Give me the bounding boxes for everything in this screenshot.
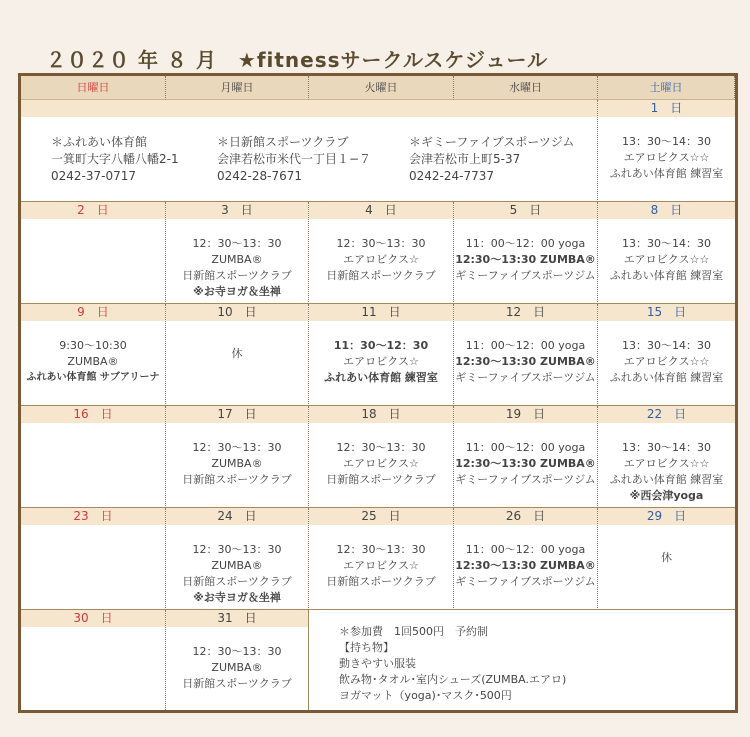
day-cell xyxy=(598,202,735,304)
club-phone: 0242-28-7671 xyxy=(217,169,303,183)
date-bar xyxy=(21,100,597,117)
event-line: 11：00〜12：00 yoga xyxy=(465,339,586,352)
event-line: 休 xyxy=(661,551,672,564)
event-info xyxy=(309,338,453,386)
event-line: エアロビクス☆ xyxy=(343,457,419,470)
event-line: 日新館スポーツクラブ xyxy=(182,677,292,690)
event-info xyxy=(598,440,735,504)
date-label: 4 日 xyxy=(309,202,453,219)
event-info xyxy=(598,550,735,566)
club-info-cell xyxy=(21,100,598,202)
event-line: 日新館スポーツクラブ xyxy=(182,575,292,588)
event-line: 休 xyxy=(231,347,243,360)
event-line: ギミーファイブスポーツジム xyxy=(455,371,596,384)
event-line: 12:30〜13:30 ZUMBA® xyxy=(455,559,596,572)
event-line: 日新館スポーツクラブ xyxy=(326,473,436,486)
event-line: 12：30〜13：30 xyxy=(192,645,282,658)
date-label: 22 日 xyxy=(598,406,735,423)
event-line: 12：30〜13：30 xyxy=(336,441,426,454)
day-cell xyxy=(166,508,309,610)
event-line: 12：30〜13：30 xyxy=(192,543,282,556)
event-info xyxy=(21,338,165,386)
day-cell xyxy=(454,202,598,304)
date-label: 1 日 xyxy=(598,100,735,117)
event-line: ※西会津yoga xyxy=(629,489,704,502)
date-label: 8 日 xyxy=(598,202,735,219)
club-fureai xyxy=(51,134,179,185)
event-info xyxy=(454,236,597,284)
event-line: エアロビクス☆☆ xyxy=(623,253,710,266)
date-label: 24 日 xyxy=(166,508,308,525)
day-cell xyxy=(21,508,166,610)
date-label: 23 日 xyxy=(21,508,165,525)
event-info xyxy=(598,338,735,386)
day-cell xyxy=(166,202,309,304)
header-wednesday: 水曜日 xyxy=(454,76,598,100)
calendar-frame xyxy=(18,73,738,713)
event-line: ZUMBA® xyxy=(211,559,263,572)
day-cell xyxy=(21,610,166,710)
date-label: 31 日 xyxy=(166,610,308,627)
day-cell xyxy=(309,304,454,406)
event-line: ギミーファイブスポーツジム xyxy=(455,473,596,486)
club-nisshinkan xyxy=(217,134,371,185)
notes-cell xyxy=(309,610,735,710)
event-line: 日新館スポーツクラブ xyxy=(182,473,292,486)
day-cell xyxy=(21,406,166,508)
day-cell xyxy=(309,202,454,304)
event-line: エアロビクス☆☆ xyxy=(623,457,710,470)
event-line: 12：30〜13：30 xyxy=(192,237,282,250)
event-line: 12：30〜13：30 xyxy=(336,543,426,556)
day-cell xyxy=(454,304,598,406)
event-info xyxy=(598,236,735,284)
date-label: 15 日 xyxy=(598,304,735,321)
header-sunday: 日曜日 xyxy=(21,76,166,100)
event-venue: ふれあい体育館 練習室 xyxy=(609,167,724,180)
event-line: エアロビクス☆ xyxy=(343,559,419,572)
date-label: 2 日 xyxy=(21,202,165,219)
note-line: ＊参加費 1回500円 予約制 xyxy=(339,625,488,638)
club-phone: 0242-24-7737 xyxy=(409,169,495,183)
date-label: 26 日 xyxy=(454,508,597,525)
day-cell xyxy=(166,406,309,508)
club-address: 一箕町大字八幡八幡2-1 xyxy=(51,152,179,166)
event-line: 13：30〜14：30 xyxy=(622,237,711,250)
event-line: ZUMBA® xyxy=(211,253,263,266)
header-monday: 月曜日 xyxy=(166,76,309,100)
day-cell xyxy=(454,508,598,610)
event-info xyxy=(309,236,453,284)
event-info xyxy=(309,440,453,488)
date-label: 12 日 xyxy=(454,304,597,321)
day-cell xyxy=(598,304,735,406)
event-line: 11：00〜12：00 yoga xyxy=(465,237,586,250)
date-label: 3 日 xyxy=(166,202,308,219)
event-line: ZUMBA® xyxy=(67,355,119,368)
note-line: 動きやすい服装 xyxy=(339,657,416,670)
event-info xyxy=(598,134,735,182)
event-line: ふれあい体育館 練習室 xyxy=(609,473,724,486)
event-line: 11：00〜12：00 yoga xyxy=(465,441,586,454)
event-line: ギミーファイブスポーツジム xyxy=(455,269,596,282)
event-line: 11：00〜12：00 yoga xyxy=(465,543,586,556)
event-info xyxy=(454,542,597,590)
event-line: 13：30〜14：30 xyxy=(622,339,711,352)
event-time: 13：30〜14：30 xyxy=(622,135,711,148)
header-saturday: 土曜日 xyxy=(598,76,735,100)
date-label: 16 日 xyxy=(21,406,165,423)
day-cell xyxy=(166,304,309,406)
event-line: ふれあい体育館 練習室 xyxy=(609,269,724,282)
club-name: ＊ふれあい体育館 xyxy=(51,135,148,149)
calendar-grid xyxy=(21,76,735,710)
event-line: 日新館スポーツクラブ xyxy=(326,269,436,282)
event-line: ふれあい体育館 練習室 xyxy=(324,371,438,384)
club-name: ＊ギミーファイブスポーツジム xyxy=(409,135,575,149)
date-label: 25 日 xyxy=(309,508,453,525)
event-line: ※お寺ヨガ＆坐禅 xyxy=(193,285,281,298)
day-cell xyxy=(21,304,166,406)
club-name: ＊日新館スポーツクラブ xyxy=(217,135,349,149)
event-line: 12:30〜13:30 ZUMBA® xyxy=(455,253,596,266)
note-line: 【持ち物】 xyxy=(339,641,394,654)
day-cell xyxy=(454,406,598,508)
event-info xyxy=(454,338,597,386)
event-line: 12：30〜13：30 xyxy=(192,441,282,454)
day-cell xyxy=(21,202,166,304)
date-label: 30 日 xyxy=(21,610,165,627)
event-info xyxy=(166,346,308,362)
date-label: 18 日 xyxy=(309,406,453,423)
event-info xyxy=(166,644,308,692)
event-line: ギミーファイブスポーツジム xyxy=(455,575,596,588)
event-line: ふれあい体育館 練習室 xyxy=(609,371,724,384)
event-line: 12:30〜13:30 ZUMBA® xyxy=(455,355,596,368)
notes-text xyxy=(339,624,566,704)
event-info xyxy=(454,440,597,488)
page-title: ２０２０ 年 ８ 月 ★fitnessサークルスケジュール xyxy=(46,48,549,72)
day-cell xyxy=(309,406,454,508)
day-cell-sat-1 xyxy=(598,100,735,202)
club-phone: 0242-37-0717 xyxy=(51,169,137,183)
event-info xyxy=(166,542,308,606)
date-label: 11 日 xyxy=(309,304,453,321)
event-info xyxy=(166,440,308,488)
club-address: 会津若松市米代一丁目１−７ xyxy=(217,152,372,166)
event-line: ふれあい体育館 サブアリーナ xyxy=(26,372,160,383)
event-line: エアロビクス☆☆ xyxy=(623,355,710,368)
event-line: 11：30〜12：30 xyxy=(333,339,429,352)
note-line: ヨガマット（yoga)･マスク･500円 xyxy=(339,689,512,702)
event-class: エアロビクス☆☆ xyxy=(623,151,710,164)
event-info xyxy=(166,236,308,300)
club-address: 会津若松市上町5-37 xyxy=(409,152,521,166)
event-line: 日新館スポーツクラブ xyxy=(182,269,292,282)
header-tuesday: 火曜日 xyxy=(309,76,454,100)
event-line: ZUMBA® xyxy=(211,457,263,470)
day-cell xyxy=(598,508,735,610)
date-label: 9 日 xyxy=(21,304,165,321)
date-label: 10 日 xyxy=(166,304,308,321)
date-label: 5 日 xyxy=(454,202,597,219)
event-line: 9:30〜10:30 xyxy=(59,339,127,352)
event-line: エアロビクス☆ xyxy=(343,253,419,266)
event-line: 12:30〜13:30 ZUMBA® xyxy=(455,457,596,470)
event-line: 12：30〜13：30 xyxy=(336,237,426,250)
club-gimme-five xyxy=(409,134,574,185)
event-info xyxy=(309,542,453,590)
date-label: 19 日 xyxy=(454,406,597,423)
event-line: 13：30〜14：30 xyxy=(622,441,711,454)
event-line: 日新館スポーツクラブ xyxy=(326,575,436,588)
day-cell xyxy=(309,508,454,610)
date-label: 17 日 xyxy=(166,406,308,423)
event-line: ※お寺ヨガ＆坐禅 xyxy=(193,591,281,604)
note-line: 飲み物･タオル･室内シューズ(ZUMBA.エアロ) xyxy=(339,673,567,686)
event-line: エアロビクス☆ xyxy=(343,355,419,368)
date-label: 29 日 xyxy=(598,508,735,525)
day-cell xyxy=(598,406,735,508)
day-cell xyxy=(166,610,309,710)
event-line: ZUMBA® xyxy=(211,661,263,674)
